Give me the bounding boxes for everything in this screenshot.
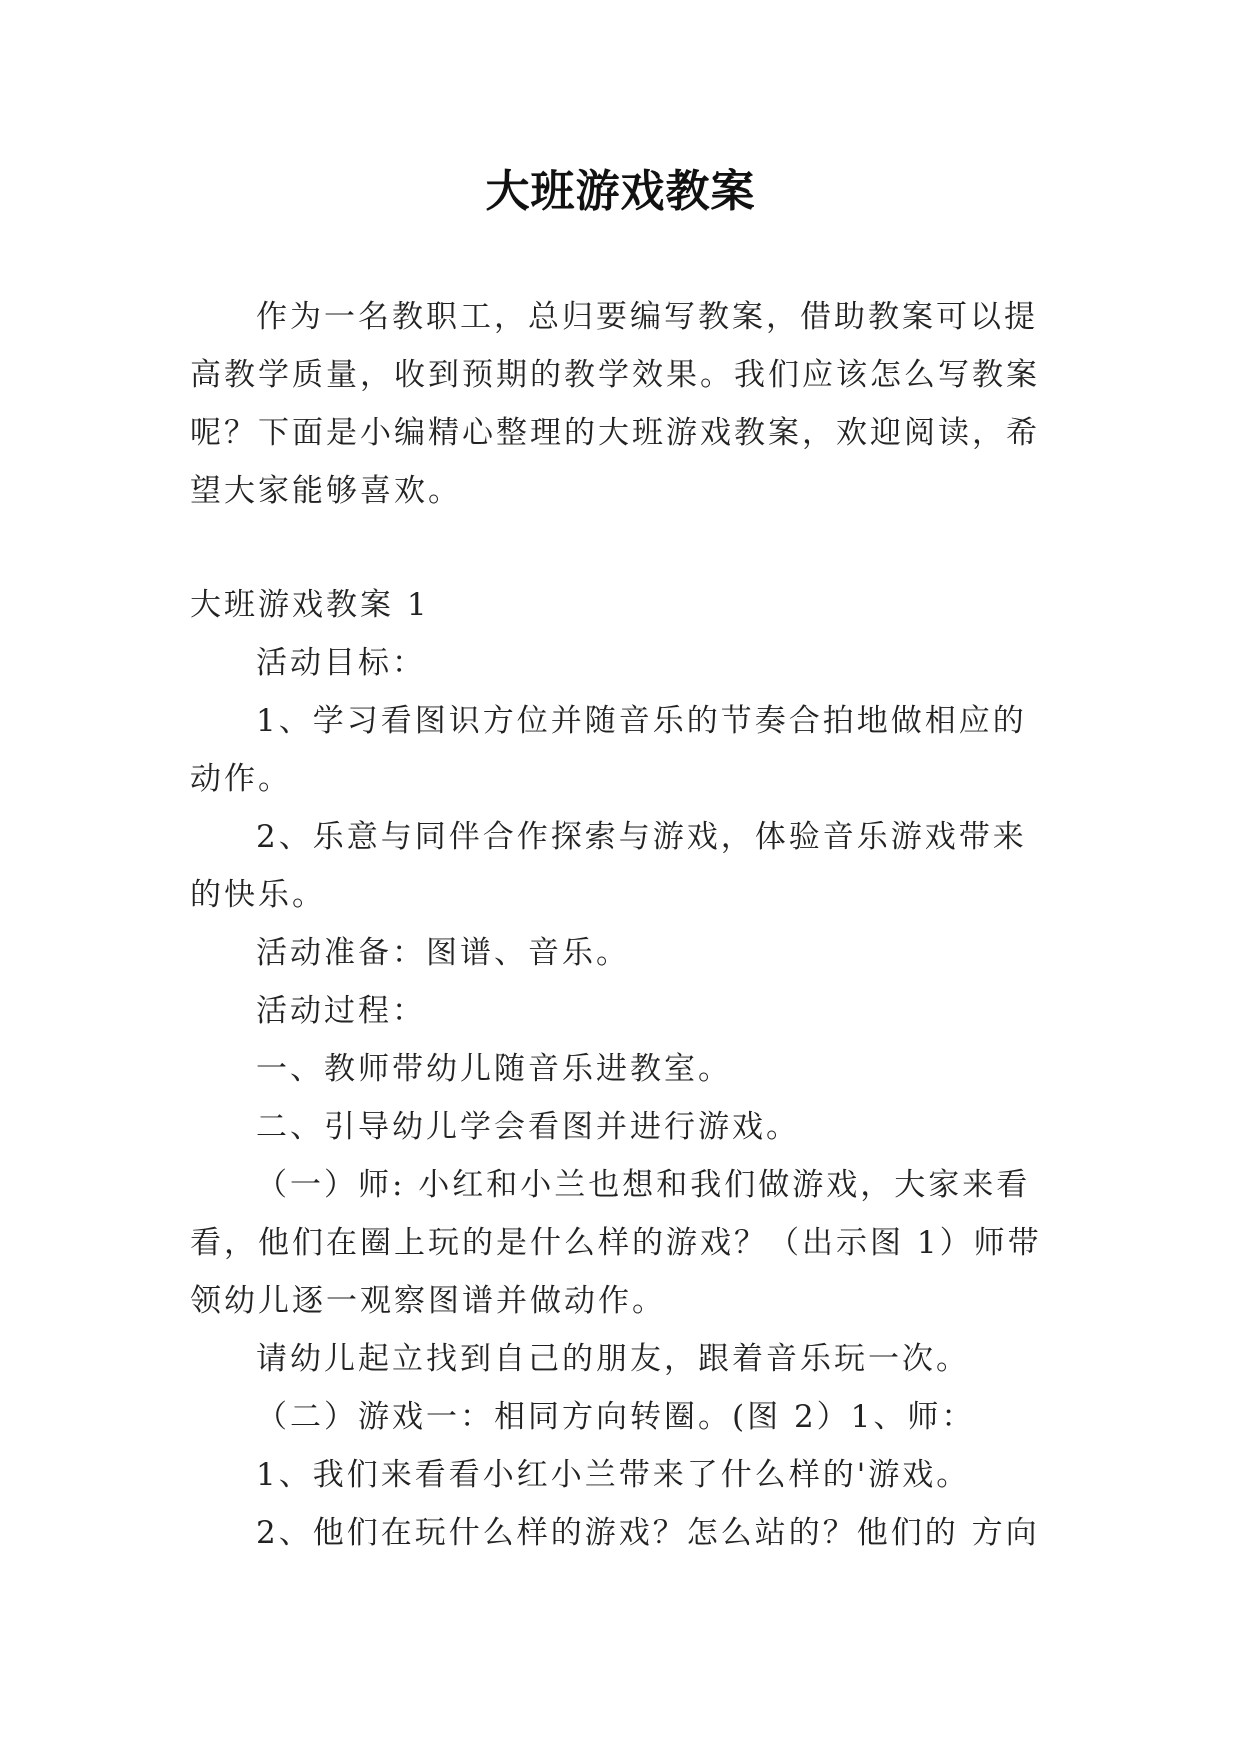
paragraph: 一、教师带幼儿随音乐进教室。 <box>256 1051 732 1087</box>
section-heading: 大班游戏教案 1 <box>190 587 430 623</box>
paragraph: 1、我们来看看小红小兰带来了什么样的'游戏。 <box>256 1457 971 1493</box>
paragraph: 活动过程： <box>256 993 426 1029</box>
paragraph: 活动准备：图谱、音乐。 <box>256 935 630 971</box>
paragraph: 活动目标： <box>256 645 426 681</box>
paragraph: 1、学习看图识方位并随音乐的节奏合拍地做相应的动作。 <box>190 703 1027 797</box>
paragraph: （二）游戏一：相同方向转圈。(图 2）1、师： <box>256 1399 976 1435</box>
paragraph: （一）师: 小红和小兰也想和我们做游戏，大家来看看，他们在圈上玩的是什么样的游戏？（出示图 1）师带领幼儿逐一观察图谱并做动作。 <box>190 1167 1042 1319</box>
paragraph: 二、引导幼儿学会看图并进行游戏。 <box>256 1109 800 1145</box>
intro-paragraph: 作为一名教职工，总归要编写教案，借助教案可以提高教学质量，收到预期的教学效果。我们应该怎么写教案呢？下面是小编精心整理的大班游戏教案，欢迎阅读，希望大家能够喜欢。 <box>190 299 1040 509</box>
paragraph: 2、他们在玩什么样的游戏？怎么站的？他们的 方向 <box>256 1515 1040 1551</box>
paragraph: 2、乐意与同伴合作探索与游戏，体验音乐游戏带来的快乐。 <box>190 819 1027 913</box>
document-title: 大班游戏教案 <box>485 166 756 217</box>
paragraph: 请幼儿起立找到自己的朋友，跟着音乐玩一次。 <box>256 1341 970 1377</box>
document-body <box>190 288 1050 1562</box>
